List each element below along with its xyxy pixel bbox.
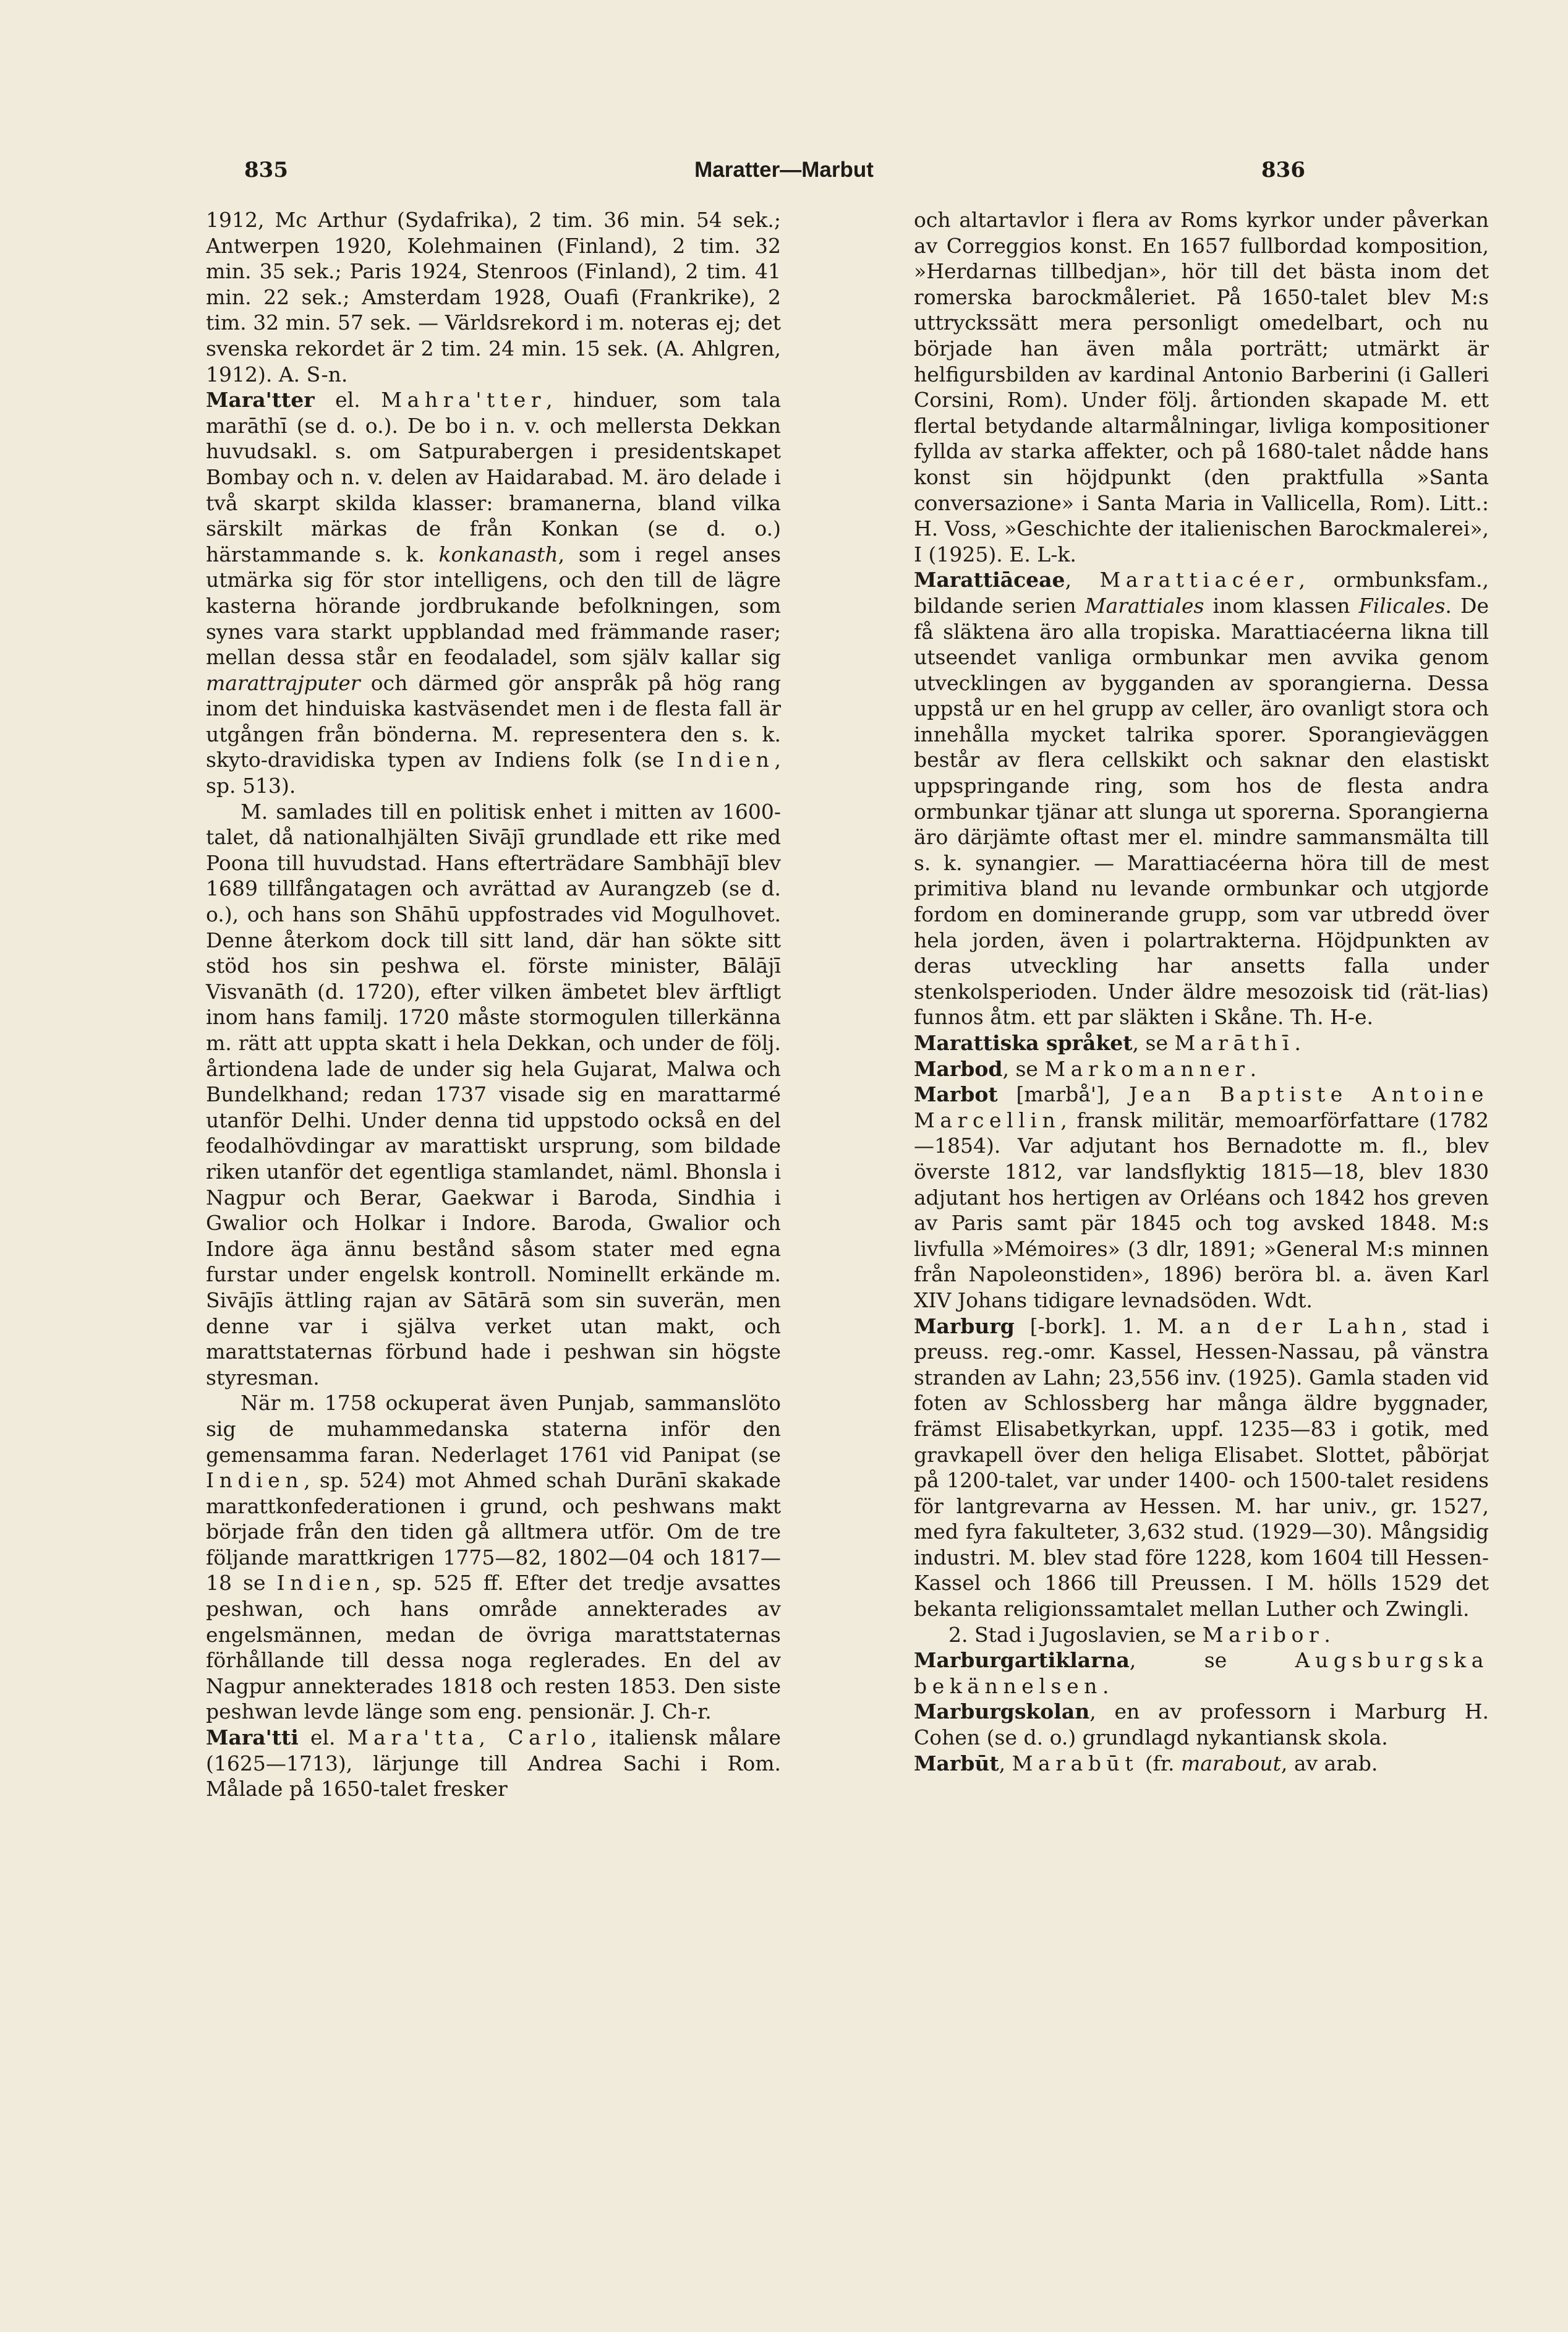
headword: Marattiāceae [914,568,1065,592]
spaced-name: Marattiacéer [1099,568,1299,592]
headword: Mara'tti [206,1725,299,1750]
spaced-name: Indien [206,1468,304,1493]
body-text: , [999,1751,1012,1775]
italic-term: marabout [1180,1751,1281,1775]
body-text: , som i regel anses utmärka sig för stor intelligens, och den till de lägre kasterna hörande jordbrukande befolkningen, som synes vara starkt uppblandad med främmande raser; mellan dessa står en feodaladel, som själv kallar sig [206,542,781,670]
spaced-name: Indien [276,1571,375,1595]
spaced-name: Maribor [1202,1622,1324,1647]
entry-paragraph [206,387,781,799]
body-text: , hinduer, som tala marāthī (se d. o.). De bo i n. v. och mellersta Dekkan huvudsakl. s. om Satpurabergen i presidentskapet Bombay och n. v. delen av Haidarabad. M. äro delade i två skarpt skilda klasser: bramanerna, bland vilka särskilt märkas de från Konkan (se d. o.) härstammande s. k. [206,388,781,566]
body-text: , italiensk målare (1625—1713), lärjunge till Andrea Sachi i Rom. Målade på 1650-talet fresker [206,1725,781,1801]
body-text: , av arab. [1280,1751,1378,1775]
left-column [206,207,781,1802]
body-text: , sp. 525 ff. Efter det tredje avsattes peshwan, och hans område annekterades av engelsmännen, medan de övriga marattstaternas förhållande till dessa noga reglerades. En del av Nagpur annekterades 1818 och resten 1853. Den siste peshwan levde länge som eng. pensionär. J. Ch-r. [206,1571,781,1724]
headword: Mara'tter [206,388,315,412]
body-text: och därmed gör anspråk på hög rang inom det hinduiska kastväsendet men i de flesta fall är utgången från bönderna. M. representera den s. k. skyto-dravidiska typen av Indiens folk (se [206,670,781,772]
body-text: (fr. [1138,1751,1181,1775]
running-head: Maratter—Marbut [694,158,874,182]
entry-paragraph [914,1622,1489,1648]
body-text: När m. 1758 ockuperat även Punjab, sammanslöto sig de muhammedanska staterna inför den gemensamma faran. Nederlaget 1761 vid Panipat (se [206,1391,781,1467]
spaced-name: Marabūt [1012,1751,1139,1775]
body-text: [-bork]. 1. M. [1014,1313,1200,1338]
entry-paragraph [914,1699,1489,1750]
body-text: och altartavlor i flera av Roms kyrkor under påverkan av Correggios konst. En 1657 fullbordad komposition, »Herdarnas tillbedjan», hör till det bästa inom det romerska barockmåleriet. På 1650-talet blev M:s uttryckssätt mera personligt omedelbart, och nu började han även måla porträtt; utmärkt är helfigursbilden av kardinal Antonio Barberini (i Galleri Corsini, Rom). Under följ. årtionden skapade M. ett flertal betydande altarmålningar, livliga kompositioner fyllda av starka affekter, och på 1680-talet nådde hans konst sin höjdpunkt (den praktfulla »Santa conversazione» i Santa Maria in Vallicella, Rom). Litt.: H. Voss, »Geschichte der italienischen Barockmalerei», I (1925). E. L-k. [914,208,1489,566]
body-text: , [1065,568,1100,592]
spaced-name: Mara'tta, Carlo [347,1725,591,1750]
headword: Marburgskolan [914,1699,1090,1724]
body-text: , en av professorn i Marburg H. Cohen (se d. o.) grundlagd nykantiansk skola. [914,1699,1489,1750]
entry-paragraph [206,799,781,1391]
headword: Marburgartiklarna [914,1648,1130,1673]
body-text: . [1102,1673,1109,1698]
body-text: , se [1132,1031,1175,1055]
entry-paragraph [914,207,1489,567]
entry-paragraph [914,1647,1489,1699]
entry-paragraph [914,1313,1489,1622]
body-text: . De få släktena äro alla tropiska. Marattiacéerna likna till utseendet vanliga ormbunkar men avvika genom utvecklingen av bygganden av sporangierna. Dessa uppstå ur en hel grupp av celler, äro ovanligt stora och innehålla mycket talrika sporer. Sporangieväggen består av flera cellskikt och saknar den elastiskt uppspringande ring, som hos de flesta andra ormbunkar tjänar att slunga ut sporerna. Sporangierna äro därjämte oftast mer el. mindre sammansmälta till s. k. synangier. — Marattiacéerna höra till de mest primitiva bland nu levande ormbunkar och utgjorde fordom en dominerande grupp, som var utbredd över hela jorden, även i polartrakterna. Höjdpunkten av deras utveckling har ansetts falla under stenkolsperioden. Under äldre mesozoisk tid (rät-lias) funnos åtm. ett par släkten i Skåne. Th. H-e. [914,593,1489,1030]
page-number-left: 835 [244,158,288,182]
body-text: [marbå'], [997,1082,1130,1107]
entry-paragraph [914,1751,1489,1777]
body-text: , sp. 513). [206,748,781,798]
body-text: . [1294,1031,1302,1055]
spaced-name: Jean Baptiste Antoine Marcellin [914,1082,1489,1132]
spaced-name: Marāthī [1174,1031,1295,1055]
body-text: , fransk militär, memoarförfattare (1782—1854). Var adjutant hos Bernadotte m. fl., blev överste 1812, var landsflyktig 1815—18, blev 1830 adjutant hos hertigen av Orléans och 1842 hos greven av Paris samt pär 1845 och tog avsked 1848. M:s livfulla »Mémoires» (3 dlr, 1891; »General M:s minnen från Napoleonstiden», 1896) beröra bl. a. även Karl XIV Johans tidigare levnadsöden. Wdt. [914,1108,1489,1312]
body-text: , se [1002,1056,1045,1081]
right-column [914,207,1489,1776]
body-text: 1912, Mc Arthur (Sydafrika), 2 tim. 36 min. 54 sek.; Antwerpen 1920, Kolehmainen (Finland), 2 tim. 32 min. 35 sek.; Paris 1924, Stenroos (Finland), 2 tim. 41 min. 22 sek.; Amsterdam 1928, Ouafi (Frankrike), 2 tim. 32 min. 57 sek. — Världsrekord i m. noteras ej; det svenska rekordet är 2 tim. 24 min. 15 sek. (A. Ahlgren, 1912). A. S-n. [206,208,781,387]
body-text: , sp. 524) mot Ahmed schah Durānī skakade marattkonfederationen i grund, och peshwans makt började från den tiden gå alltmera utför. Om de tre följande marattkrigen 1775—82, 1802—04 och 1817—18 se [206,1468,781,1595]
page-number-right: 836 [1261,158,1305,182]
body-text: , ormbunksfam., bildande serien [914,568,1489,618]
entry-paragraph [914,1030,1489,1056]
body-text: el. [298,1725,347,1750]
headword: Marburg [914,1313,1015,1338]
spaced-name: Markomanner [1044,1056,1250,1081]
body-text: inom klassen [1204,593,1359,618]
spaced-name: Mahra'tter [381,388,547,412]
entry-paragraph [206,1725,781,1802]
body-text: , se [1129,1648,1295,1673]
headword: Marbot [914,1082,998,1107]
headword: Marbūt [914,1751,999,1775]
body-text: . [1324,1622,1331,1647]
italic-term: Marattiales [1084,593,1204,618]
spaced-name: Indien [676,748,775,772]
italic-term: Filicales [1358,593,1446,618]
italic-term: konkanasth [438,542,558,566]
italic-term: marattrajputer [206,670,360,695]
entry-paragraph [206,207,781,387]
body-text: , stad i preuss. reg.-omr. Kassel, Hessen-Nassau, på vänstra stranden av Lahn; 23,556 inv. (1925). Gamla staden vid foten av Schlossberg har många äldre byggnader, främst Elisabetkyrkan, uppf. 1235—83 i gotik, med gravkapell över den heliga Elisabet. Slottet, påbörjat på 1200-talet, var under 1400- och 1500-talet residens för lantgrevarna av Hessen. M. har univ., gr. 1527, med fyra fakulteter, 3,632 stud. (1929—30). Mångsidig industri. M. blev stad före 1228, kom 1604 till Hessen-Kassel och 1866 till Preussen. I M. hölls 1529 det bekanta religionssamtalet mellan Luther och Zwingli. [914,1313,1489,1621]
body-text: el. [314,388,381,412]
spaced-name: Augsburgska bekännelsen [914,1648,1489,1698]
body-text: . [1250,1056,1257,1081]
body-text: 2. Stad i Jugoslavien, se [948,1622,1203,1647]
entry-paragraph [914,567,1489,1030]
headword: Marbod [914,1056,1003,1081]
entry-paragraph [206,1390,781,1725]
headword: Marattiska språket [914,1031,1133,1055]
entry-paragraph [914,1056,1489,1082]
spaced-name: an der Lahn [1199,1313,1402,1338]
entry-paragraph [914,1082,1489,1313]
body-text: M. samlades till en politisk enhet i mitten av 1600-talet, då nationalhjälten Sivājī grundlade ett rike med Poona till huvudstad. Hans efterträdare Sambhājī blev 1689 tillfångatagen och avrättad av Aurangzeb (se d. o.), och hans son Shāhū uppfostrades vid Mogulhovet. Denne återkom dock till sitt land, där han sökte sitt stöd hos sin peshwa el. förste minister, Bālājī Visvanāth (d. 1720), efter vilken ämbetet blev ärftligt inom hans familj. 1720 måste stormogulen tillerkänna m. rätt att uppta skatt i hela Dekkan, och under de följ. årtiondena lade de under sig hela Gujarat, Malwa och Bundelkhand; redan 1737 visade sig en marattarmé utanför Delhi. Under denna tid uppstodo också en del feodalhövdingar av marattiskt ursprung, som bildade riken utanför det egentliga stamlandet, näml. Bhonsla i Nagpur och Berar, Gaekwar i Baroda, Sindhia i Gwalior och Holkar i Indore. Baroda, Gwalior och Indore äga ännu bestånd såsom stater med egna furstar under engelsk kontroll. Nominellt erkände m. Sivājīs ättling rajan av Sātārā som sin suverän, men denne var i själva verket utan makt, och marattstaternas förbund hade i peshwan sin högste styresman. [206,799,781,1390]
